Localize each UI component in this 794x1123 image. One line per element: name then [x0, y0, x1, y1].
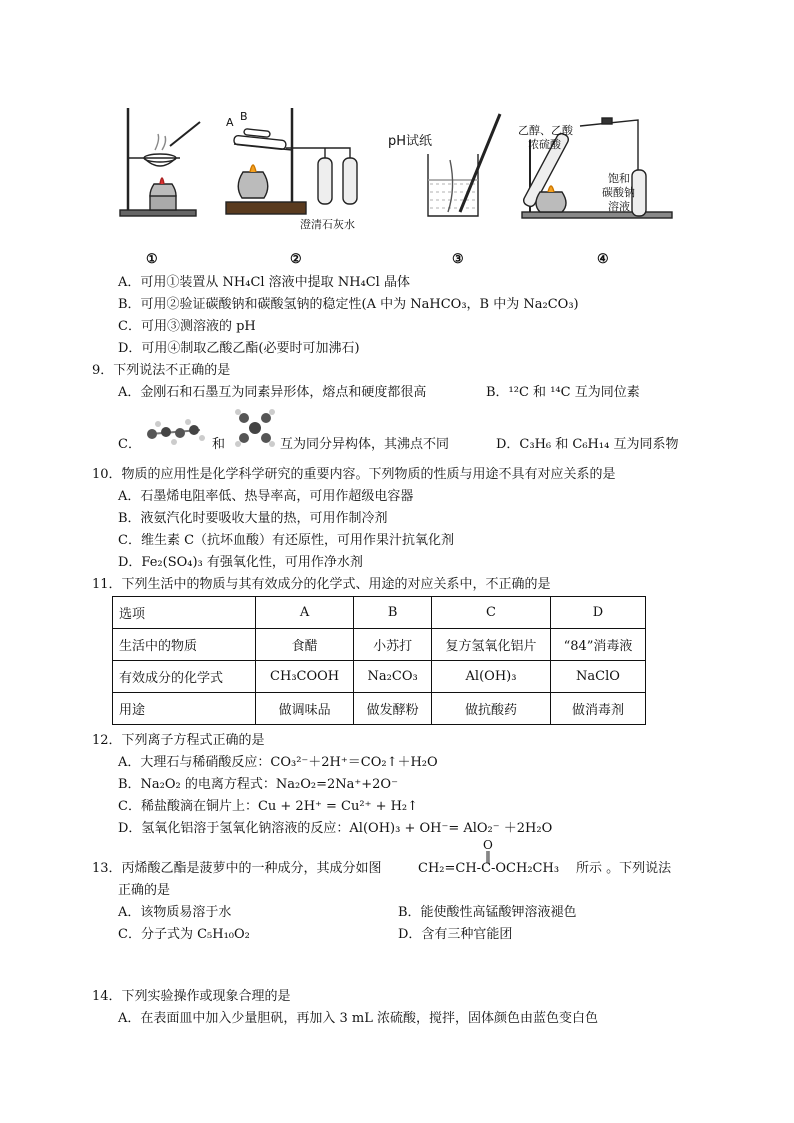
reagent-label-1: 乙醇、乙酸 [518, 124, 573, 137]
q10-stem: 10．物质的应用性是化学科学研究的重要内容。下列物质的性质与用途不具有对应关系的是 [92, 467, 616, 482]
q13-stem-part1: 13．丙烯酸乙酯是菠萝中的一种成分，其成分如图 [92, 861, 382, 876]
reagent-label-2: 浓硫酸 [528, 138, 561, 151]
tube-label-b: B [240, 110, 248, 123]
table-cell: 做消毒剂 [551, 693, 646, 725]
q13-option-d: D．含有三种官能团 [398, 927, 513, 942]
limewater-label: 澄清石灰水 [300, 218, 355, 231]
q10-option-c: C．维生素 C（抗坏血酸）有还原性，可用作果汁抗氧化剂 [118, 533, 455, 548]
q9-option-c-text: 互为同分异构体，其沸点不同 [280, 437, 450, 452]
table-cell: Al(OH)₃ [432, 661, 551, 693]
table-cell: “84”消毒液 [551, 629, 646, 661]
table-cell: 用途 [113, 693, 256, 725]
figure-number-1: ① [146, 252, 158, 267]
molecule-model-linear-image [144, 414, 206, 448]
q13-option-c: C．分子式为 C₅H₁₀O₂ [118, 927, 250, 942]
saturated-label-2: 碳酸钠 [602, 186, 635, 199]
double-bond-mark: ‖ [485, 849, 491, 863]
saturated-label-1: 饱和 [608, 172, 630, 185]
q8-option-b: B．可用②验证碳酸钠和碳酸氢钠的稳定性(A 中为 NaHCO₃，B 中为 Na₂CO₃) [118, 297, 579, 312]
q10-option-b: B．液氨汽化时要吸收大量的热，可用作制冷剂 [118, 511, 388, 526]
q12-option-c: C．稀盐酸滴在铜片上：Cu + 2H⁺ = Cu²⁺ + H₂↑ [118, 799, 419, 814]
apparatus-figure [110, 100, 680, 250]
table-row [113, 629, 646, 661]
q13-option-b: B．能使酸性高锰酸钾溶液褪色 [398, 905, 577, 920]
q9-option-c-prefix: C． [118, 437, 141, 452]
q10-option-d: D．Fe₂(SO₄)₃ 有强氧化性，可用作净水剂 [118, 555, 363, 570]
table-cell: 做调味品 [256, 693, 354, 725]
structural-formula-oxygen: O [483, 838, 493, 852]
table-cell: D [551, 597, 646, 629]
q13-stem-part2: 所示 。下列说法 [576, 861, 672, 876]
q8-option-c: C．可用③测溶液的 pH [118, 319, 256, 334]
table-cell: 做发酵粉 [354, 693, 432, 725]
q9-stem: 9．下列说法不正确的是 [92, 363, 231, 378]
apparatus-drawings [110, 100, 680, 250]
structural-formula: CH₂=CH-C-OCH₂CH₃ [418, 861, 560, 876]
ph-paper-label: pH试纸 [388, 134, 433, 149]
q13-stem-part3: 正确的是 [118, 883, 171, 898]
saturated-label-3: 溶液 [608, 200, 630, 213]
q12-option-b: B．Na₂O₂ 的电离方程式：Na₂O₂=2Na⁺+2O⁻ [118, 777, 398, 792]
table-cell: NaClO [551, 661, 646, 693]
q13-option-a: A．该物质易溶于水 [118, 905, 232, 920]
table-cell: 有效成分的化学式 [113, 661, 256, 693]
q12-option-a: A．大理石与稀硝酸反应：CO₃²⁻＋2H⁺＝CO₂↑＋H₂O [118, 755, 438, 770]
apparatus-3 [428, 114, 500, 216]
table-cell: 食醋 [256, 629, 354, 661]
q8-option-a: A．可用①装置从 NH₄Cl 溶液中提取 NH₄Cl 晶体 [118, 275, 410, 290]
q11-stem: 11．下列生活中的物质与其有效成分的化学式、用途的对应关系中，不正确的是 [92, 577, 551, 592]
table-cell: 做抗酸药 [432, 693, 551, 725]
q14-stem: 14．下列实验操作或现象合理的是 [92, 989, 291, 1004]
table-cell: 小苏打 [354, 629, 432, 661]
q9-option-c-and: 和 [212, 437, 226, 452]
table-cell: B [354, 597, 432, 629]
molecule-model-branched-image [234, 408, 276, 448]
table-cell: 复方氢氧化铝片 [432, 629, 551, 661]
q14-option-a: A．在表面皿中加入少量胆矾，再加入 3 mL 浓硫酸，搅拌，固体颜色由蓝色变白色 [118, 1011, 599, 1026]
table-cell: 选项 [113, 597, 256, 629]
table-cell: 生活中的物质 [113, 629, 256, 661]
table-row [113, 597, 646, 629]
table-cell: Na₂CO₃ [354, 661, 432, 693]
figure-number-4: ④ [597, 252, 609, 267]
apparatus-2 [226, 108, 357, 214]
q11-table [112, 596, 646, 725]
q9-option-b: B．¹²C 和 ¹⁴C 互为同位素 [486, 385, 640, 400]
q12-option-d: D．氢氧化铝溶于氢氧化钠溶液的反应：Al(OH)₃ + OH⁻= AlO₂⁻ ＋2H₂O [118, 821, 553, 836]
table-cell: A [256, 597, 354, 629]
q10-option-a: A．石墨烯电阻率低、热导率高，可用作超级电容器 [118, 489, 414, 504]
apparatus-1 [120, 108, 200, 216]
table-cell: C [432, 597, 551, 629]
tube-label-a: A [226, 116, 234, 129]
table-cell: CH₃COOH [256, 661, 354, 693]
q12-stem: 12．下列离子方程式正确的是 [92, 733, 265, 748]
figure-number-2: ② [290, 252, 302, 267]
q9-option-d: D．C₃H₆ 和 C₆H₁₄ 互为同系物 [496, 437, 679, 452]
q8-option-d: D．可用④制取乙酸乙酯(必要时可加沸石) [118, 341, 360, 356]
table-row [113, 693, 646, 725]
q9-option-a: A．金刚石和石墨互为同素异形体，熔点和硬度都很高 [118, 385, 427, 400]
figure-number-3: ③ [452, 252, 464, 267]
table-row [113, 661, 646, 693]
